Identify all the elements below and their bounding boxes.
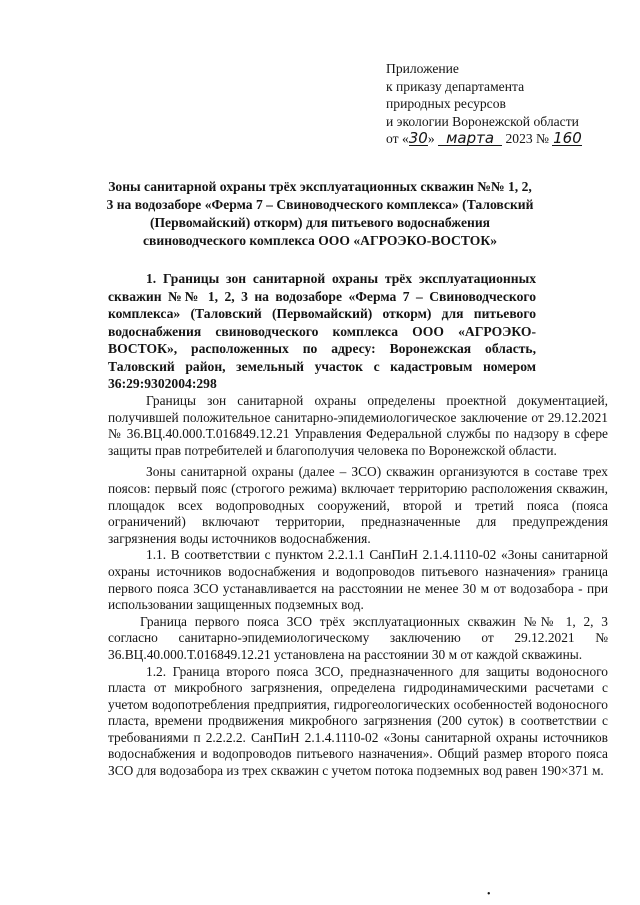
section-1-heading <box>108 270 536 393</box>
appendix-line-3: природных ресурсов <box>386 96 506 111</box>
appendix-line-4: и экологии Воронежской области <box>386 113 579 129</box>
date-mid: » <box>427 131 435 146</box>
paragraph-5: 1.2. Граница второго пояса ЗСО, предназначенного для защиты водоносного пласта от микробного загрязнения, определена гидродинамическими расчетами с учетом водопотребления предприятия, гидрогеологических особенностей водоносного пласта, времени продвижения микробного загрязнения (200 суток) в соответствии с требованиями п 2.2.2.2. СанПиН 2.1.4.1110-02 «Зоны санитарной охраны источников водоснабжения и водопроводов питьевого назначения». Общий размер второго пояса ЗСО для водозабора из трех скважин с учетом потока подземных вод равен 190×371 м. <box>108 663 608 779</box>
date-prefix: от « <box>386 131 409 146</box>
page-speck: • <box>487 889 491 900</box>
handwritten-month: марта <box>438 131 502 146</box>
appendix-block <box>386 60 626 148</box>
paragraph-4: Граница первого пояса ЗСО трёх эксплуатационных скважин №№ 1, 2, 3 согласно санитарно-эпидемиологическому заключению от 29.12.2021 № 36.ВЦ.40.000.Т.016849.12.21 установлена на расстоянии 30 м от каждой скважины. <box>108 613 608 662</box>
document-body <box>108 393 608 780</box>
paragraph-1: Границы зон санитарной охраны определены проектной документацией, получившей положительное санитарно-эпидемиологическое заключение от 29.12.2021 № 36.ВЦ.40.000.Т.016849.12.21 Управления Федеральной службы по надзору в сфере защиты прав потребителей и благополучия человека по Воронежской области. <box>108 393 608 458</box>
appendix-line-2: к приказу департамента <box>386 78 525 94</box>
appendix-date-line <box>386 130 626 148</box>
handwritten-day: 30 <box>408 129 428 147</box>
year-label: 2023 № <box>505 131 550 146</box>
appendix-line-1: Приложение <box>386 61 459 76</box>
document-title: Зоны санитарной охраны трёх эксплуатационных скважин №№ 1, 2, 3 на водозаборе «Ферма 7 – Свиноводческого комплекса» (Таловский (Первомайский) откорм) для питьевого водоснабжения свиноводческого комплекса ООО «АГРОЭКО-ВОСТОК» <box>106 179 534 248</box>
handwritten-number: 160 <box>553 129 582 147</box>
paragraph-3: 1.1. В соответствии с пунктом 2.2.1.1 СанПиН 2.1.4.1110-02 «Зоны санитарной охраны источников водоснабжения и водопроводов питьевого назначения» граница первого пояса ЗСО устанавливается на расстоянии не менее 30 м от водозабора - при использовании защищенных подземных вод. <box>108 547 608 613</box>
section-1-heading-text: 1. Границы зон санитарной охраны трёх эксплуатационных скважин №№ 1, 2, 3 на водозаборе «Ферма 7 – Свиноводческого комплекса» (Таловский (Первомайский) откорм) для питьевого водоснабжения свиноводческого комплекса ООО «АГРОЭКО-ВОСТОК», расположенных по адресу: Воронежская область, Таловский район, земельный участок с кадастровым номером 36:29:9302004:298 <box>108 271 536 391</box>
paragraph-2: Зоны санитарной охраны (далее – ЗСО) скважин организуются в составе трех поясов: первый пояс (строгого режима) включает территорию расположения скважин, площадок всех водопроводных сооружений, второй и третий пояса (пояса ограничений) включают территории, предназначенные для предупреждения загрязнения воды источников водоснабжения. <box>108 464 608 546</box>
